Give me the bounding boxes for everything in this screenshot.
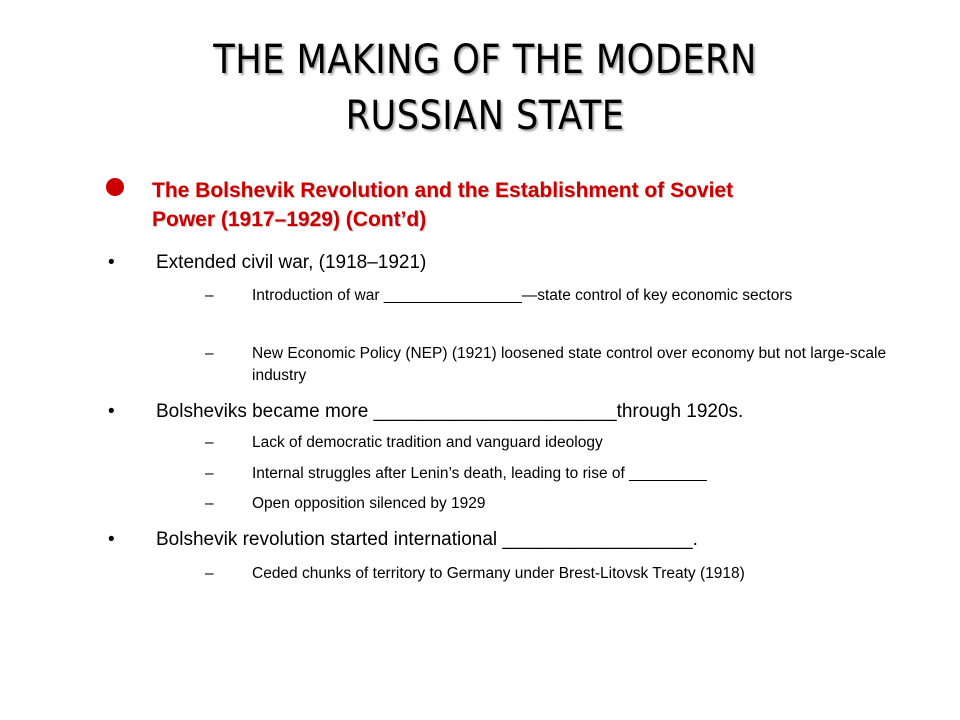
sub-bullet-text: Open opposition silenced by 1929 xyxy=(252,495,486,512)
dash-marker: – xyxy=(205,495,214,512)
bullet-text: Bolsheviks became more _______________________through 1920s. xyxy=(156,401,744,422)
section-heading-text xyxy=(152,176,912,234)
section-heading-line-2: Power (1917–1929) (Cont’d) xyxy=(152,208,427,231)
dash-marker: – xyxy=(205,434,214,451)
dash-marker: – xyxy=(205,465,214,482)
bullet-dot-icon: • xyxy=(108,401,115,422)
title-line-1: THE MAKING OF THE MODERN xyxy=(213,37,757,83)
red-circle-bullet-icon xyxy=(106,178,124,196)
dash-marker: – xyxy=(205,565,214,582)
sub-bullet-text: Introduction of war ________________—state control of key economic sectors xyxy=(252,287,793,304)
sub-bullet-text: Internal struggles after Lenin’s death, leading to rise of _________ xyxy=(252,465,707,482)
bullet-text: Bolshevik revolution started international __________________. xyxy=(156,529,698,550)
bullet-dot-icon: • xyxy=(108,529,115,550)
section-heading-line-1: The Bolshevik Revolution and the Establishment of Soviet xyxy=(152,179,734,202)
sub-bullet-text: Lack of democratic tradition and vanguard ideology xyxy=(252,434,603,451)
dash-marker: – xyxy=(205,345,214,362)
title-line-2: RUSSIAN STATE xyxy=(345,93,625,139)
slide-title xyxy=(129,32,842,144)
bullet-text: Extended civil war, (1918–1921) xyxy=(156,252,427,273)
dash-marker: – xyxy=(205,287,214,304)
sub-bullet-text: New Economic Policy (NEP) (1921) loosened state control over economy but not large-scale industry xyxy=(252,345,887,384)
sub-bullet-text: Ceded chunks of territory to Germany under Brest-Litovsk Treaty (1918) xyxy=(252,565,745,582)
bullet-dot-icon: • xyxy=(108,252,115,273)
